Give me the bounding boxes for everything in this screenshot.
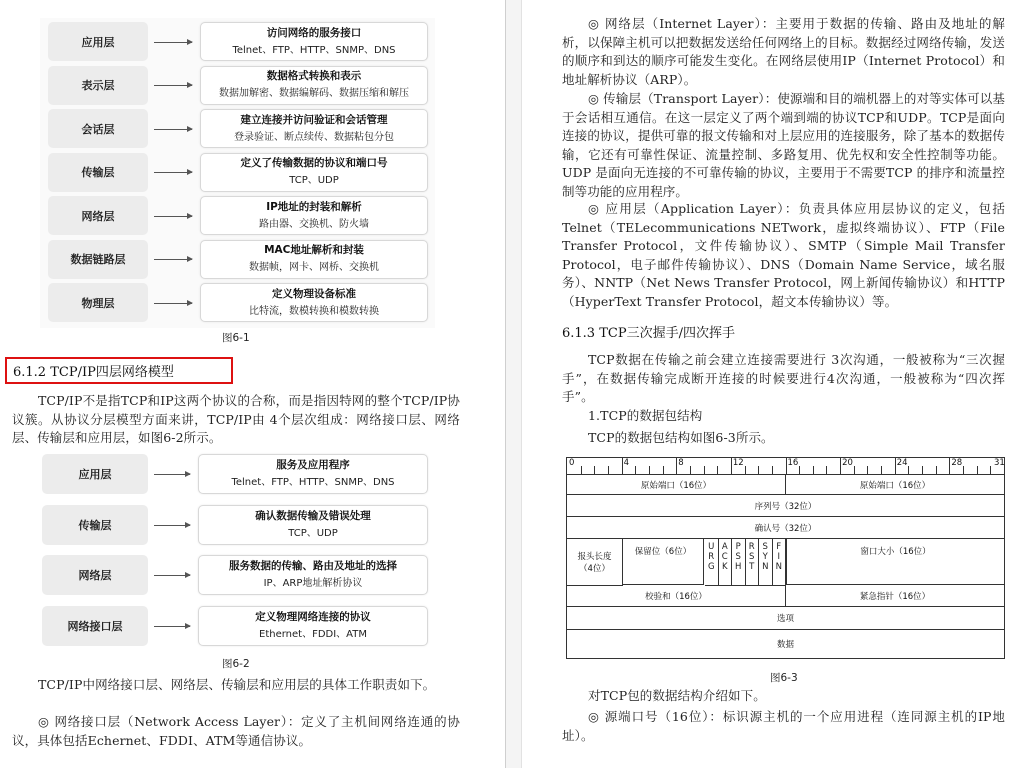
ruler-tick [772, 466, 773, 474]
options-cell: 选项 [567, 607, 1004, 630]
ruler-tick [936, 466, 937, 474]
ruler-label: 4 [623, 458, 630, 468]
layer-description-detail: IP、ARP地址解析协议 [263, 578, 363, 589]
data-cell: 数据 [776, 639, 794, 650]
layer-row [40, 240, 435, 279]
ruler-tick [731, 458, 732, 474]
subheading: 1.TCP的数据包结构 [588, 408, 703, 423]
ruler-tick [635, 466, 636, 474]
arrow-icon [154, 129, 192, 130]
ruler-tick [690, 466, 691, 474]
ruler-tick [867, 466, 868, 474]
layer-name: 会话层 [48, 109, 148, 148]
layer-description [200, 109, 428, 148]
layer-name: 网络层 [42, 555, 148, 595]
page-gutter [505, 0, 522, 768]
tcp-flag-cell: U R G [705, 539, 719, 585]
ruler-label: 28 [951, 458, 963, 468]
ruler-tick [963, 466, 964, 474]
paragraph: ◎ 网络接口层（Network Access Layer）：定义了主机间网络连通的协议，具体包括Echernet、FDDI、ATM等通信协议。 [12, 714, 460, 748]
layer-name: 应用层 [42, 454, 148, 494]
paragraph: ◎ 传输层（Transport Layer）：使源端和目的端机器上的对等实体可以基于会话相互通信。在这一层定义了两个端到端的协议TCP和UDP。TCP是面向连接的协议，提供可靠的报文传输和对上层应用的连接服务，除了基本的数据传输，它还有可靠性保证、流量控制、多路复用、优先权和安全性控制等功能。UDP 是面向无连接的不可靠传输的协议，主要用于不需要TCP 的排序和流量控制等功能的应用程序。 [562, 91, 1005, 199]
layer-name: 表示层 [48, 66, 148, 105]
layer-description [200, 22, 428, 61]
layer-description-title: 访问网络的服务接口 [266, 26, 362, 39]
source-port-cell: 原始端口（16位） [567, 475, 786, 495]
layer-description-detail: Telnet、FTP、HTTP、SNMP、DNS [232, 44, 396, 56]
ruler-label: 8 [678, 458, 684, 468]
ruler-tick [908, 466, 909, 474]
layer-name: 网络接口层 [42, 606, 148, 646]
ruler-tick [663, 466, 664, 474]
layer-description-title: 定义物理设备标准 [272, 287, 356, 300]
layer-description-detail: Telnet、FTP、HTTP、SNMP、DNS [231, 477, 395, 488]
ruler-label: 0 [569, 458, 575, 468]
layer-name: 应用层 [48, 22, 148, 61]
layer-name: 网络层 [48, 196, 148, 235]
ruler-label: 20 [842, 458, 853, 468]
paragraph: ◎ 源端口号（16位）：标识源主机的一个应用进程（连同源主机的IP地址）。 [562, 709, 1005, 743]
arrow-icon [154, 172, 192, 173]
dest-port-cell: 原始端口（16位） [786, 475, 1004, 495]
ruler-tick [881, 466, 882, 474]
ruler-tick [676, 458, 677, 474]
ruler-tick [990, 466, 991, 474]
header-length-cell [567, 539, 623, 586]
figure-caption-6-3: 图6-3 [770, 672, 798, 684]
layer-description-detail: TCP、UDP [289, 175, 339, 186]
ruler-tick [704, 466, 705, 474]
ruler-tick [594, 466, 595, 474]
layer-description [200, 153, 428, 192]
layer-description-title: MAC地址解析和封装 [264, 244, 364, 256]
ruler-tick [854, 466, 855, 474]
layer-name: 传输层 [42, 505, 148, 545]
layer-description [198, 555, 428, 595]
ruler-tick [799, 466, 800, 474]
layer-description-title: 服务及应用程序 [276, 459, 350, 471]
ruler-label: 12 [732, 458, 744, 468]
section-heading-6-1-3: 6.1.3 TCP三次握手/四次挥手 [562, 326, 735, 341]
tcp-flag-cell: P S H [732, 539, 746, 585]
ruler-tick [826, 466, 827, 474]
layer-description-title: 定义了传输数据的协议和端口号 [240, 157, 388, 169]
section-heading-6-1-2: 6.1.2 TCP/IP四层网络模型 [5, 357, 233, 384]
figure-caption-6-1: 图6-1 [222, 332, 250, 344]
layer-description [200, 283, 428, 322]
layer-description-detail: 比特流，数模转换和模数转换 [249, 305, 379, 317]
layer-description-detail: 数据加解密、数据编解码、数据压缩和解压 [219, 88, 409, 99]
tcp-flag-cell: F I N [773, 539, 787, 585]
layer-description-title: IP地址的封装和解析 [266, 200, 362, 213]
layer-row [40, 153, 435, 192]
ack-number-cell: 确认号（32位） [567, 517, 1004, 539]
ruler-tick [813, 466, 814, 474]
layer-description-detail: TCP、UDP [288, 527, 338, 539]
paragraph: ◎ 网络层（Internet Layer）：主要用于数据的传输、路由及地址的解析，以保障主机可以把数据发送给任何网络上的目标。数据经过网络传输，发送的顺序和到达的顺序可能发生变化。在网络层使用IP（Internet Protocol）和地址解析协议（ARP）。 [562, 16, 1005, 87]
tcp-flag-cell: S Y N [759, 539, 773, 585]
layer-description-detail: 路由器、交换机、防火墙 [259, 218, 369, 230]
urgent-pointer-cell: 紧急指针（16位） [786, 586, 1004, 607]
arrow-icon [154, 216, 192, 217]
layer-name: 传输层 [48, 153, 148, 192]
arrow-icon [154, 259, 192, 260]
ruler-label: 31 [994, 458, 1005, 468]
arrow-icon [154, 85, 192, 86]
layer-description [198, 505, 428, 545]
ruler-tick [840, 458, 841, 474]
left-page [0, 0, 505, 768]
paragraph: TCP/IP中网络接口层、网络层、传输层和应用层的具体工作职责如下。 [38, 677, 436, 692]
layer-name: 数据链路层 [48, 240, 148, 279]
ruler-tick [922, 466, 923, 474]
layer-description-detail: 数据帧，网卡、网桥、交换机 [249, 262, 379, 273]
tcp-flag-cell: R S T [746, 539, 760, 585]
layer-row [40, 66, 435, 105]
ruler-tick [895, 458, 896, 474]
ruler-tick [949, 458, 950, 474]
ruler-tick [608, 466, 609, 474]
ruler-tick [977, 466, 978, 474]
arrow-icon [154, 42, 192, 43]
ruler-tick [622, 458, 623, 474]
layer-row [40, 196, 435, 235]
paragraph: 对TCP包的数据结构介绍如下。 [588, 688, 766, 703]
ruler-tick [649, 466, 650, 474]
layer-row [40, 555, 428, 595]
paragraph: TCP的数据包结构如图6-3所示。 [588, 430, 774, 445]
checksum-cell: 校验和（16位） [567, 586, 786, 607]
layer-name: 物理层 [48, 283, 148, 322]
layer-row [40, 283, 435, 322]
layer-row [40, 505, 428, 545]
layer-description-title: 定义物理网络连接的协议 [255, 610, 371, 623]
arrow-icon [154, 525, 190, 526]
ruler-label: 24 [896, 458, 908, 468]
layer-description-detail: Ethernet、FDDI、ATM [259, 628, 367, 640]
layer-row [40, 109, 435, 148]
layer-row [40, 454, 428, 494]
window-size-cell: 窗口大小（16位） [786, 539, 1004, 585]
layer-description-detail: 登录验证、断点续传、数据粘包分包 [234, 131, 394, 143]
paragraph: TCP/IP不是指TCP和IP这两个协议的合称，而是指因特网的整个TCP/IP协议簇。从协议分层模型方面来讲，TCP/IP由 4个层次组成：网络接口层、网络层、传输层和应用层，如图6-2所示。 [12, 393, 460, 445]
layer-description [200, 240, 428, 279]
ruler-label: 16 [787, 458, 799, 468]
layer-description-title: 确认数据传输及错误处理 [255, 509, 371, 522]
layer-description-title: 服务数据的传输、路由及地址的选择 [229, 560, 397, 572]
bit-ruler [567, 458, 1004, 475]
reserved-cell: 保留位（6位） [623, 539, 704, 585]
ruler-tick [745, 466, 746, 474]
layer-row [40, 606, 428, 646]
ruler-tick [717, 466, 718, 474]
layer-description-title: 建立连接并访问验证和会话管理 [240, 113, 388, 126]
layer-description-title: 数据格式转换和表示 [266, 70, 362, 82]
arrow-icon [154, 626, 190, 627]
paragraph: ◎ 应用层（Application Layer）：负责具体应用层协议的定义，包括Telnet（TELecommunications NETwork，虚拟终端协议）、FTP（File Transfer Protocol，文件传输协议）、SMTP（Simple Mail Transfer Protocol，电子邮件传输协议）、DNS（Domain Name Service，域名服务）、NNTP（Net News Transfer Protocol，网上新闻传输协议）和HTTP（HyperText Transfer Protocol，超文本传输协议）等。 [562, 201, 1005, 309]
layer-description [200, 196, 428, 235]
osi-layer-diagram [40, 18, 435, 328]
header-length-label: 报头长度 [577, 552, 612, 562]
sequence-number-cell: 序列号（32位） [567, 495, 1004, 517]
ruler-tick [581, 466, 582, 474]
layer-description [198, 606, 428, 646]
flag-cells [705, 539, 786, 586]
figure-caption-6-2: 图6-2 [222, 658, 250, 670]
layer-description [198, 454, 428, 494]
header-length-bits: （4位） [579, 564, 610, 574]
arrow-icon [154, 474, 190, 475]
arrow-icon [154, 303, 192, 304]
ruler-tick [758, 466, 759, 474]
ruler-tick [786, 458, 787, 474]
arrow-icon [154, 575, 190, 576]
layer-row [40, 22, 435, 61]
tcp-flag-cell: A C K [719, 539, 733, 585]
tcp-header-table [566, 457, 1005, 659]
tcpip-layer-diagram [40, 452, 428, 647]
paragraph: TCP数据在传输之前会建立连接需要进行 3次沟通，一般被称为“三次握手”，在数据传输完成断开连接的时候要进行4次沟通，一般被称为“四次挥手”。 [562, 352, 1005, 404]
layer-description [200, 66, 428, 105]
